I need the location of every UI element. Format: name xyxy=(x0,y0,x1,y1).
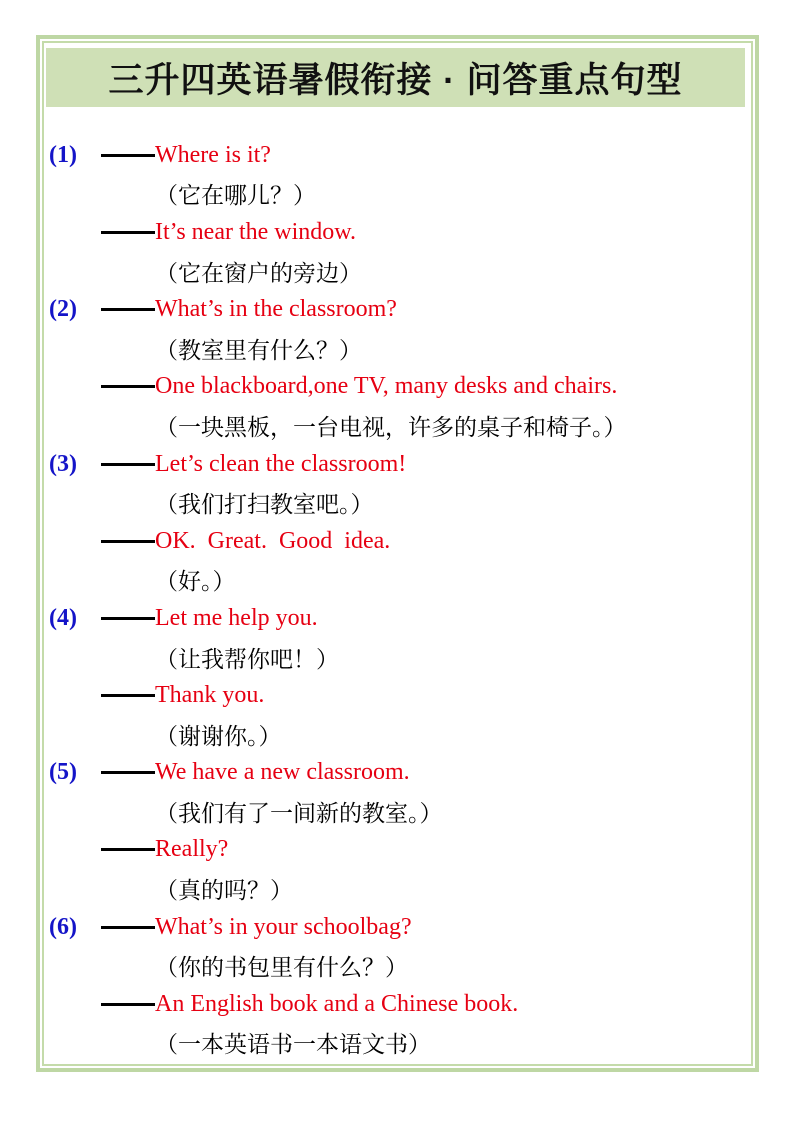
dialogue-dash-line xyxy=(101,463,155,466)
answer-english: Thank you. xyxy=(155,682,265,709)
answer-english: Really? xyxy=(155,836,229,863)
question-english: What’s in your schoolbag? xyxy=(155,913,412,940)
item-number: (5) xyxy=(49,759,77,786)
item-number: (1) xyxy=(49,141,77,168)
answer-english: An English book and a Chinese book. xyxy=(155,990,519,1017)
question-english: Where is it? xyxy=(155,141,271,168)
answer-chinese: （一块黑板，一台电视，许多的桌子和椅子。） xyxy=(155,413,627,440)
answer-chinese: （它在窗户的旁边） xyxy=(155,259,362,286)
question-english: Let me help you. xyxy=(155,604,318,631)
dialogue-dash-line xyxy=(101,694,155,697)
question-translation-row xyxy=(49,483,739,522)
dialogue-dash-line xyxy=(101,617,155,620)
question-chinese: （教室里有什么？） xyxy=(155,336,362,363)
question-translation-row xyxy=(49,792,739,831)
answer-chinese: （谢谢你。） xyxy=(155,722,282,749)
dialogue-dash-line xyxy=(101,154,155,157)
question-row xyxy=(49,908,739,947)
answer-translation-row xyxy=(49,252,739,291)
answer-translation-row xyxy=(49,561,739,600)
question-row xyxy=(49,136,739,175)
dialogue-dash-line xyxy=(101,540,155,543)
question-chinese: （你的书包里有什么？） xyxy=(155,954,408,981)
answer-row xyxy=(49,368,739,407)
question-chinese: （它在哪儿？） xyxy=(155,182,316,209)
answer-chinese: （一本英语书一本语文书） xyxy=(155,1031,431,1058)
answer-chinese: （好。） xyxy=(155,568,236,595)
question-row xyxy=(49,754,739,793)
question-row xyxy=(49,445,739,484)
title-banner xyxy=(46,48,745,107)
dialogue-dash-line xyxy=(101,1003,155,1006)
qa-item-5 xyxy=(49,754,739,908)
question-chinese: （我们打扫教室吧。） xyxy=(155,491,374,518)
question-english: Let’s clean the classroom! xyxy=(155,450,407,477)
question-row xyxy=(49,599,739,638)
item-number: (4) xyxy=(49,604,77,631)
answer-translation-row xyxy=(49,715,739,754)
question-translation-row xyxy=(49,946,739,985)
dialogue-dash-line xyxy=(101,926,155,929)
qa-item-1 xyxy=(49,136,739,290)
dialogue-dash-line xyxy=(101,771,155,774)
question-row xyxy=(49,290,739,329)
answer-translation-row xyxy=(49,406,739,445)
item-number: (2) xyxy=(49,296,77,323)
answer-english: One blackboard,one TV, many desks and chairs. xyxy=(155,373,618,400)
dialogue-dash-line xyxy=(101,385,155,388)
question-translation-row xyxy=(49,175,739,214)
dialogue-dash-line xyxy=(101,848,155,851)
answer-translation-row xyxy=(49,1024,739,1063)
question-translation-row xyxy=(49,638,739,677)
qa-item-2 xyxy=(49,290,739,444)
qa-item-4 xyxy=(49,599,739,753)
qa-list xyxy=(49,136,739,1062)
answer-english: It’s near the window. xyxy=(155,218,357,245)
answer-row xyxy=(49,831,739,870)
dialogue-dash-line xyxy=(101,308,155,311)
question-chinese: （让我帮你吧！） xyxy=(155,645,339,672)
question-translation-row xyxy=(49,329,739,368)
question-english: What’s in the classroom? xyxy=(155,296,397,323)
page-title: 三升四英语暑假衔接 · 问答重点句型 xyxy=(108,60,683,100)
answer-row xyxy=(49,985,739,1024)
answer-row xyxy=(49,213,739,252)
qa-item-6 xyxy=(49,908,739,1062)
item-number: (6) xyxy=(49,913,77,940)
answer-chinese: （真的吗？） xyxy=(155,877,293,904)
question-chinese: （我们有了一间新的教室。） xyxy=(155,799,443,826)
item-number: (3) xyxy=(49,450,77,477)
dialogue-dash-line xyxy=(101,231,155,234)
answer-row xyxy=(49,676,739,715)
answer-translation-row xyxy=(49,869,739,908)
qa-item-3 xyxy=(49,445,739,599)
answer-row xyxy=(49,522,739,561)
question-english: We have a new classroom. xyxy=(155,759,410,786)
answer-english: OK. Great. Good idea. xyxy=(155,527,391,554)
